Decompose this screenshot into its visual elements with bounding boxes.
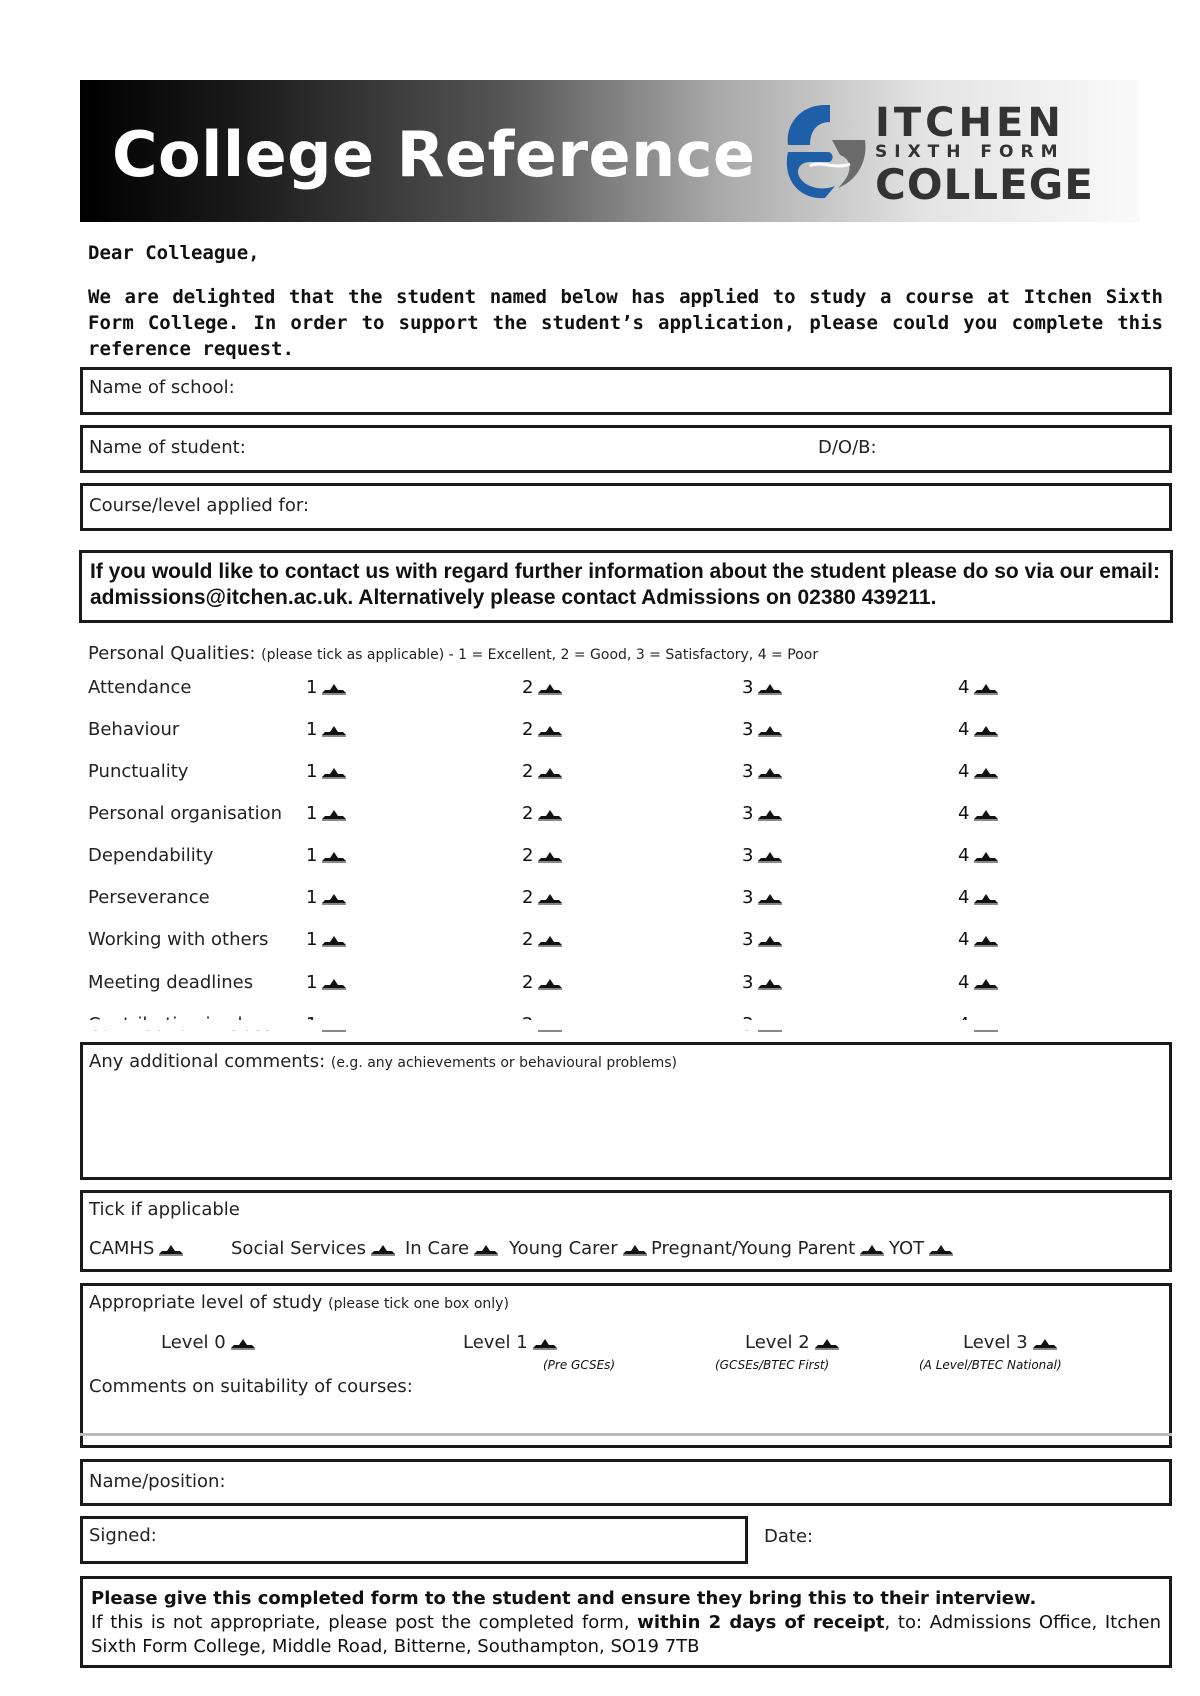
rating-option-3[interactable] [742, 677, 783, 698]
checkbox-icon[interactable] [537, 765, 563, 779]
name-position-label: Name/position: [89, 1471, 226, 1492]
checkbox-icon[interactable] [757, 681, 783, 695]
quality-label: Perseverance [88, 887, 210, 908]
checkbox-icon[interactable] [973, 807, 999, 821]
checkbox-icon[interactable] [321, 976, 347, 990]
rating-option-label: 3 [742, 972, 754, 993]
rating-option-label: 2 [522, 803, 534, 824]
rating-option-4[interactable] [958, 803, 999, 824]
student-label: Name of student: [89, 437, 246, 458]
applicable-item[interactable] [405, 1238, 499, 1259]
rating-row [0, 761, 1200, 791]
rating-option-3[interactable] [742, 972, 783, 993]
checkbox-icon[interactable] [814, 1336, 840, 1350]
rating-option-2[interactable] [522, 972, 563, 993]
applicable-label: Tick if applicable [89, 1199, 240, 1220]
rating-option-label: 4 [958, 803, 970, 824]
applicable-item-label: Young Carer [509, 1238, 618, 1259]
rating-option-3[interactable] [742, 845, 783, 866]
rating-option-label: 1 [306, 887, 318, 908]
rating-option-label: 4 [958, 761, 970, 782]
checkbox-icon[interactable] [973, 849, 999, 863]
greeting: Dear Colleague, [88, 242, 260, 264]
rating-option-2[interactable] [522, 845, 563, 866]
rating-option-label: 3 [742, 761, 754, 782]
applicable-item[interactable] [651, 1238, 885, 1259]
rating-option-label: 1 [306, 803, 318, 824]
applicable-item-label: Social Services [231, 1238, 366, 1259]
rating-option-label: 1 [306, 845, 318, 866]
rating-option-label: 3 [742, 929, 754, 950]
checkbox-icon[interactable] [757, 723, 783, 737]
checkbox-icon[interactable] [537, 807, 563, 821]
ratings-heading-label: Personal Qualities: [88, 643, 256, 664]
rating-option-label: 2 [522, 929, 534, 950]
level-option-label: Level 3 [963, 1332, 1028, 1353]
checkbox-icon[interactable] [321, 891, 347, 905]
rating-option-1[interactable] [306, 761, 347, 782]
level-option-1[interactable] [463, 1332, 558, 1353]
level-label-text: Appropriate level of study [89, 1292, 323, 1313]
checkbox-icon[interactable] [757, 765, 783, 779]
comments-label-text: Any additional comments: [89, 1051, 326, 1072]
rating-option-3[interactable] [742, 887, 783, 908]
rating-option-2[interactable] [522, 803, 563, 824]
checkbox-icon[interactable] [537, 681, 563, 695]
rating-option-4[interactable] [958, 719, 999, 740]
rating-option-label: 2 [522, 845, 534, 866]
rating-option-label: 1 [306, 761, 318, 782]
level-label [89, 1292, 509, 1313]
rating-option-1[interactable] [306, 845, 347, 866]
comments-note: (e.g. any achievements or behavioural problems) [330, 1055, 678, 1071]
rating-option-label: 2 [522, 761, 534, 782]
checkbox-icon[interactable] [230, 1336, 256, 1350]
comments-box[interactable] [80, 1042, 1172, 1180]
checkbox-icon[interactable] [622, 1242, 648, 1256]
checkbox-icon[interactable] [532, 1336, 558, 1350]
level-note: (please tick one box only) [328, 1296, 509, 1312]
quality-label: Working with others [88, 929, 269, 950]
applicable-item[interactable] [509, 1238, 648, 1259]
quality-label: Dependability [88, 845, 214, 866]
rating-option-1[interactable] [306, 972, 347, 993]
checkbox-icon[interactable] [537, 976, 563, 990]
checkbox-icon[interactable] [973, 765, 999, 779]
applicable-item-label: YOT [889, 1238, 925, 1259]
rating-option-label: 1 [306, 972, 318, 993]
level-option-label: Level 1 [463, 1332, 528, 1353]
applicable-item[interactable] [889, 1238, 954, 1259]
date-label[interactable]: Date: [764, 1526, 814, 1547]
ratings-heading-note: (please tick as applicable) - 1 = Excellent, 2 = Good, 3 = Satisfactory, 4 = Poor [261, 647, 819, 663]
rating-option-label: 2 [522, 677, 534, 698]
rating-option-label: 2 [522, 719, 534, 740]
rating-row [0, 972, 1200, 1002]
checkbox-icon[interactable] [928, 1242, 954, 1256]
rating-option-2[interactable] [522, 719, 563, 740]
rating-option-2[interactable] [522, 677, 563, 698]
rating-option-label: 4 [958, 887, 970, 908]
checkbox-icon[interactable] [973, 976, 999, 990]
rating-option-4[interactable] [958, 677, 999, 698]
rating-option-label: 1 [306, 677, 318, 698]
rating-option-label: 4 [958, 972, 970, 993]
rating-option-label: 4 [958, 929, 970, 950]
rating-row [0, 803, 1200, 833]
rating-option-3[interactable] [742, 803, 783, 824]
checkbox-icon[interactable] [158, 1242, 184, 1256]
rating-option-label: 1 [306, 719, 318, 740]
rating-option-label: 4 [958, 719, 970, 740]
checkbox-icon[interactable] [321, 723, 347, 737]
school-field[interactable] [80, 367, 1172, 415]
rating-option-4[interactable] [958, 972, 999, 993]
logo-text-itchen: ITCHEN [875, 100, 1065, 146]
name-position-field[interactable] [80, 1459, 1172, 1506]
rating-option-label: 3 [742, 677, 754, 698]
level-option-0[interactable] [161, 1332, 256, 1353]
level-option-2[interactable] [745, 1332, 840, 1353]
footer-text-2: , to: Admissions Office, Itchen Sixth Form College, Middle Road, Bitterne, Southampton, SO19 7TB [91, 1612, 1161, 1657]
rating-option-label: 4 [958, 677, 970, 698]
intro-paragraph: We are delighted that the student named below has applied to study a course at Itchen Sixth Form College. In order to support the student’s application, please could you complete this reference request. [88, 286, 1163, 360]
quality-label: Punctuality [88, 761, 189, 782]
footer-bold-2: within 2 days of receipt [637, 1612, 885, 1633]
college-logo [780, 100, 1094, 209]
applicable-item-label: CAMHS [89, 1238, 155, 1259]
cutoff-mask [0, 1020, 1200, 1030]
suitability-divider [80, 1433, 1172, 1436]
checkbox-icon[interactable] [537, 891, 563, 905]
rating-option-4[interactable] [958, 929, 999, 950]
checkbox-icon[interactable] [757, 891, 783, 905]
quality-label: Personal organisation [88, 803, 283, 824]
dob-label: D/O/B: [818, 437, 877, 458]
rating-option-3[interactable] [742, 719, 783, 740]
rating-option-3[interactable] [742, 761, 783, 782]
level-box [80, 1283, 1172, 1448]
level-option-3[interactable] [963, 1332, 1058, 1353]
applicable-box [80, 1190, 1172, 1272]
checkbox-icon[interactable] [537, 933, 563, 947]
checkbox-icon[interactable] [370, 1242, 396, 1256]
rating-option-3[interactable] [742, 929, 783, 950]
checkbox-icon[interactable] [757, 933, 783, 947]
checkbox-icon[interactable] [973, 681, 999, 695]
rating-option-label: 3 [742, 803, 754, 824]
level-2-subnote: (GCSEs/BTEC First) [715, 1358, 830, 1372]
ratings-heading [88, 643, 818, 664]
rating-option-label: 3 [742, 845, 754, 866]
rating-option-2[interactable] [522, 761, 563, 782]
checkbox-icon[interactable] [321, 849, 347, 863]
applicable-item[interactable] [89, 1238, 184, 1259]
rating-option-label: 2 [522, 887, 534, 908]
rating-option-1[interactable] [306, 719, 347, 740]
college-logo-icon [780, 100, 870, 200]
applicable-item-label: Pregnant/Young Parent [651, 1238, 856, 1259]
suitability-label: Comments on suitability of courses: [89, 1376, 413, 1397]
header-banner [80, 80, 1140, 222]
checkbox-icon[interactable] [757, 849, 783, 863]
contact-text: If you would like to contact us with regard further information about the student please do so via our email: admissions@itchen.ac.uk. Alternatively please contact Admissions on 02380 439211. [90, 560, 1160, 609]
logo-text-college: COLLEGE [875, 160, 1094, 209]
checkbox-icon[interactable] [859, 1242, 885, 1256]
rating-row [0, 719, 1200, 749]
rating-option-4[interactable] [958, 761, 999, 782]
school-label: Name of school: [89, 377, 235, 398]
checkbox-icon[interactable] [321, 765, 347, 779]
footer-box [80, 1576, 1172, 1668]
checkbox-icon[interactable] [1032, 1336, 1058, 1350]
checkbox-icon[interactable] [321, 933, 347, 947]
rating-option-label: 3 [742, 719, 754, 740]
rating-option-2[interactable] [522, 929, 563, 950]
rating-option-1[interactable] [306, 929, 347, 950]
rating-row [0, 845, 1200, 875]
logo-text-sixth-form: SIXTH FORM [875, 142, 1065, 162]
page-title: College Reference [112, 118, 756, 191]
rating-option-label: 1 [306, 929, 318, 950]
checkbox-icon[interactable] [321, 807, 347, 821]
checkbox-icon[interactable] [973, 723, 999, 737]
course-field[interactable] [80, 483, 1172, 531]
contact-box [79, 550, 1173, 623]
rating-row [0, 887, 1200, 917]
checkbox-icon[interactable] [973, 891, 999, 905]
rating-option-4[interactable] [958, 845, 999, 866]
rating-option-label: 3 [742, 887, 754, 908]
rating-option-1[interactable] [306, 803, 347, 824]
applicable-item-label: In Care [405, 1238, 470, 1259]
student-field[interactable] [80, 425, 1172, 473]
rating-option-1[interactable] [306, 887, 347, 908]
rating-option-label: 4 [958, 845, 970, 866]
footer-text [91, 1587, 1161, 1659]
checkbox-icon[interactable] [473, 1242, 499, 1256]
checkbox-icon[interactable] [321, 681, 347, 695]
rating-option-2[interactable] [522, 887, 563, 908]
quality-label: Behaviour [88, 719, 180, 740]
level-3-subnote: (A Level/BTEC National) [919, 1358, 1062, 1372]
checkbox-icon[interactable] [537, 849, 563, 863]
signed-field[interactable] [80, 1516, 748, 1564]
rating-row [0, 677, 1200, 707]
footer-bold-line: Please give this completed form to the student and ensure they bring this to their interview. [91, 1588, 1037, 1609]
course-label: Course/level applied for: [89, 495, 310, 516]
comments-label [89, 1051, 677, 1072]
checkbox-icon[interactable] [537, 723, 563, 737]
checkbox-icon[interactable] [973, 933, 999, 947]
footer-text-1: If this is not appropriate, please post the completed form, [91, 1612, 638, 1633]
rating-option-label: 2 [522, 972, 534, 993]
level-1-subnote: (Pre GCSEs) [543, 1358, 616, 1372]
level-option-label: Level 0 [161, 1332, 226, 1353]
level-option-label: Level 2 [745, 1332, 810, 1353]
rating-row [0, 929, 1200, 959]
checkbox-icon[interactable] [757, 976, 783, 990]
applicable-item[interactable] [231, 1238, 396, 1259]
rating-option-4[interactable] [958, 887, 999, 908]
quality-label: Meeting deadlines [88, 972, 254, 993]
checkbox-icon[interactable] [757, 807, 783, 821]
rating-option-1[interactable] [306, 677, 347, 698]
signed-label: Signed: [89, 1525, 157, 1546]
quality-label: Attendance [88, 677, 192, 698]
